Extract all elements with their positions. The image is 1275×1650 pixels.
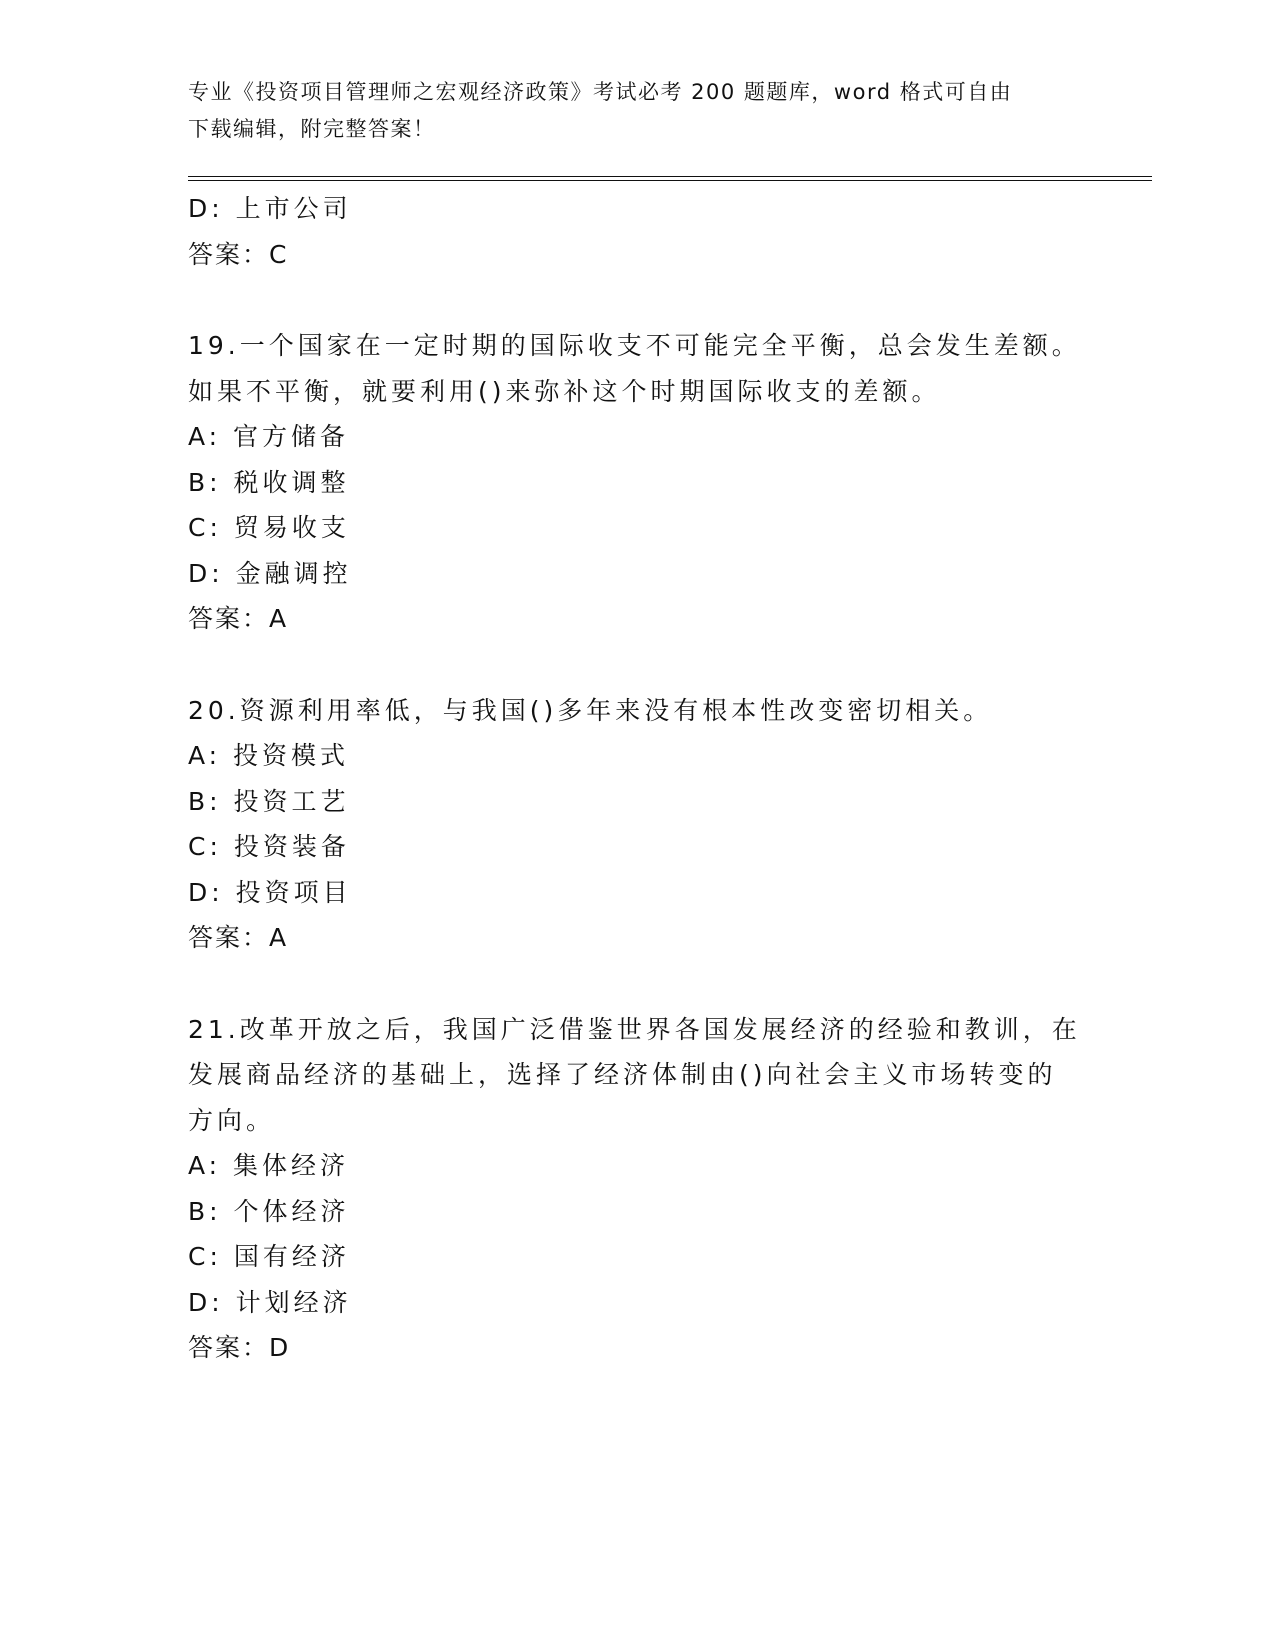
question-21-text-line-2: 发展商品经济的基础上，选择了经济体制由()向社会主义市场转变的 — [188, 1060, 1057, 1089]
question-19-option-b: B: 税收调整 — [188, 467, 350, 497]
question-19 — [188, 323, 1088, 642]
question-21-answer: 答案：D — [188, 1333, 291, 1362]
question-20-option-b: B: 投资工艺 — [188, 786, 350, 816]
question-19-option-a: A: 官方储备 — [188, 422, 350, 451]
document-header — [188, 74, 1088, 148]
question-21-option-c: C: 国有经济 — [188, 1242, 350, 1271]
question-20-option-c: C: 投资装备 — [188, 832, 350, 861]
spacer — [188, 277, 1088, 323]
header-line-2: 下载编辑，附完整答案！ — [188, 117, 436, 141]
question-21-text-line-3: 方向。 — [188, 1105, 276, 1135]
question-20-text-line-1: 20.资源利用率低，与我国()多年来没有根本性改变密切相关。 — [188, 695, 993, 725]
question-21-option-b: B: 个体经济 — [188, 1196, 350, 1226]
question-21-option-d: D: 计划经济 — [188, 1287, 352, 1317]
header-line-1: 专业《投资项目管理师之宏观经济政策》考试必考 200 题题库，word 格式可自由 — [188, 80, 1013, 104]
prev-answer: 答案：C — [188, 239, 289, 269]
question-20-answer: 答案：A — [188, 923, 289, 952]
question-21 — [188, 1007, 1088, 1371]
question-19-answer: 答案：A — [188, 604, 289, 633]
question-20-option-d: D: 投资项目 — [188, 877, 352, 907]
question-19-text-line-2: 如果不平衡，就要利用()来弥补这个时期国际收支的差额。 — [188, 376, 941, 406]
prev-option-d: D: 上市公司 — [188, 194, 352, 223]
question-20-option-a: A: 投资模式 — [188, 741, 350, 770]
header-divider-top — [188, 176, 1152, 177]
question-list — [188, 186, 1088, 1371]
question-19-option-c: C: 贸易收支 — [188, 513, 350, 542]
header-divider-bottom — [188, 180, 1152, 181]
question-21-option-a: A: 集体经济 — [188, 1151, 350, 1180]
question-19-option-d: D: 金融调控 — [188, 558, 352, 588]
spacer — [188, 642, 1088, 688]
question-20 — [188, 688, 1088, 961]
question-21-text-line-1: 21.改革开放之后，我国广泛借鉴世界各国发展经济的经验和教训，在 — [188, 1014, 1081, 1044]
spacer — [188, 961, 1088, 1007]
question-19-text-line-1: 19.一个国家在一定时期的国际收支不可能完全平衡，总会发生差额。 — [188, 331, 1081, 360]
